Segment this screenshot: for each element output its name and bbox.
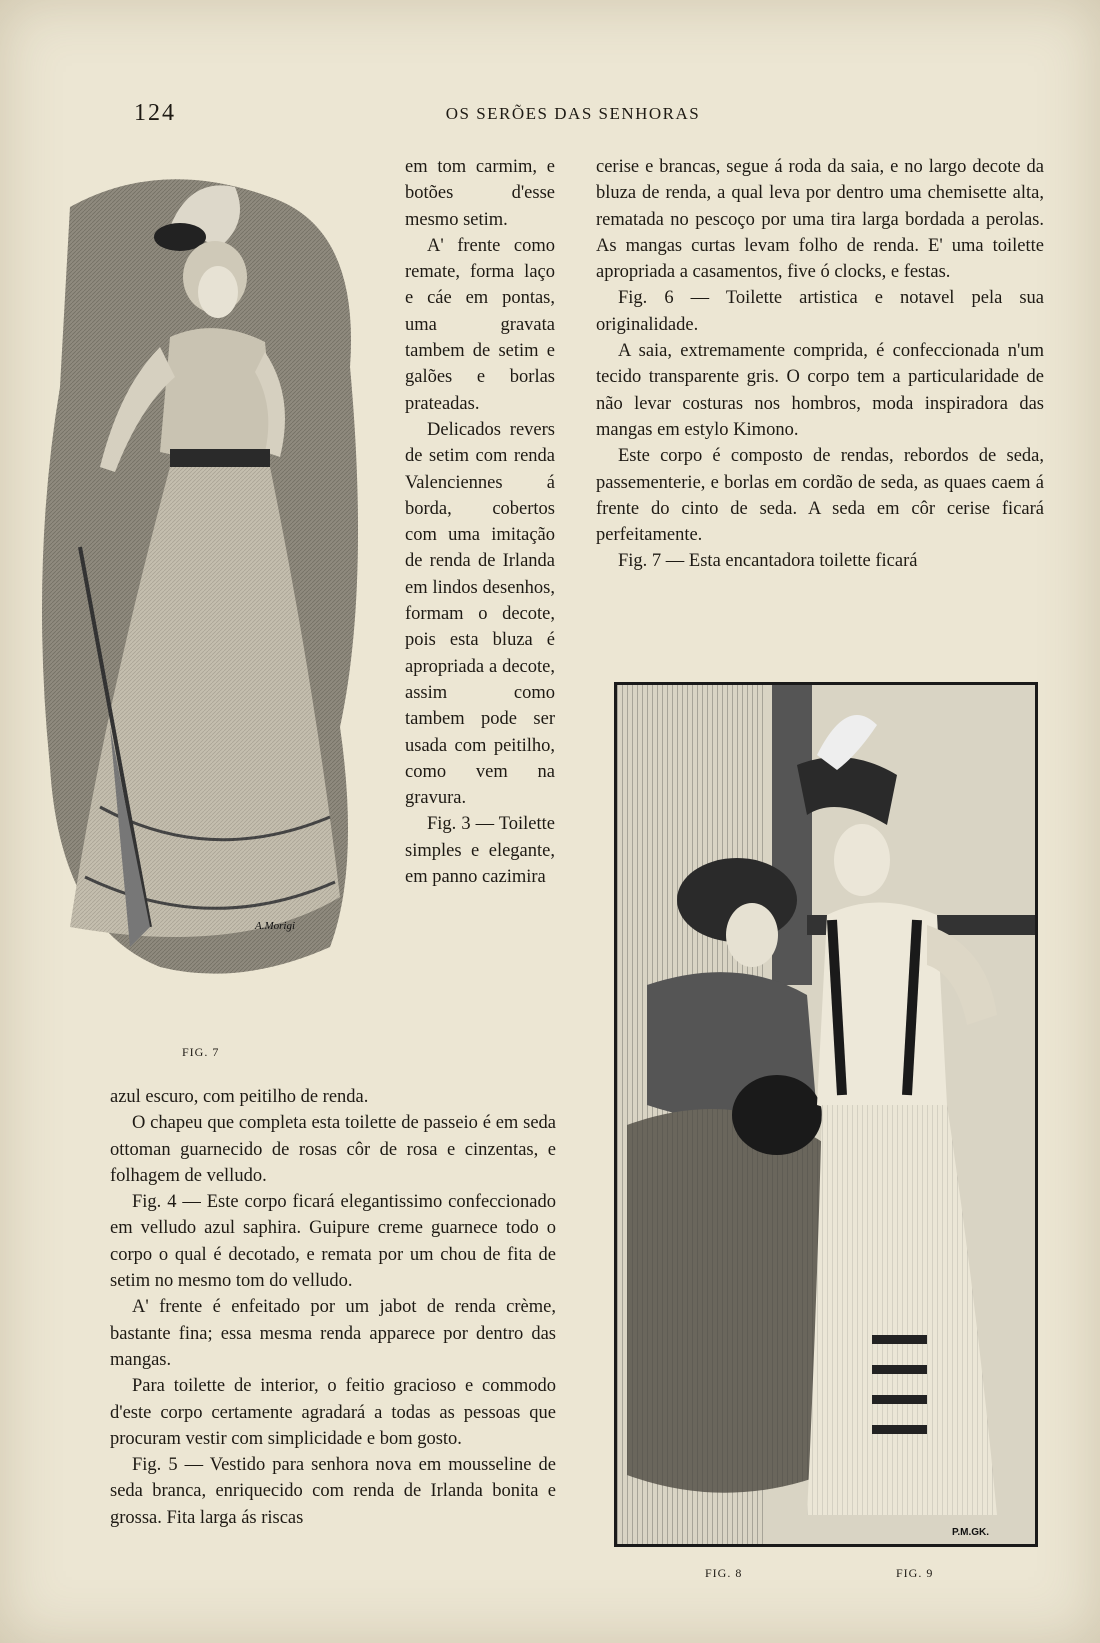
paragraph: Fig. 3 — Toilette simples e elegante, em panno cazimira bbox=[405, 814, 555, 888]
page-number: 124 bbox=[134, 100, 176, 126]
paragraph: Fig. 4 — Este corpo ficará elegantissimo confeccionado em velludo azul saphira. Guipure creme guarnece todo o corpo o qual é decotado, e remata por um chou de fita de setim no mesmo tom do velludo. bbox=[110, 1192, 556, 1292]
running-title: OS SERÕES DAS SENHORAS bbox=[445, 104, 701, 123]
paragraph: A saia, extremamente comprida, é confeccionada n'um tecido transparente gris. O corpo tem a particularidade de não levar costuras nos hombros, moda inspiradora das mangas em estylo Kimono. bbox=[596, 341, 1044, 440]
paragraph: em tom carmim, e botões d'esse mesmo setim. bbox=[405, 157, 555, 230]
fig7-illustration bbox=[40, 167, 370, 1027]
paragraph: cerise e brancas, segue á roda da saia, e no largo decote da bluza de renda, a qual leva por dentro uma chemisette alta, rematada no pescoço por uma tira larga bordada a perolas. As mangas curtas levam folho de renda. E' uma toilette apropriada a casamentos, five ó clocks, e festas. bbox=[596, 157, 1044, 283]
paragraph: Para toilette de interior, o feitio gracioso e commodo d'este corpo certamente agradará a todas as pessoas que procuram vestir com simplicidade e bom gosto. bbox=[110, 1376, 556, 1449]
paragraph: A' frente é enfeitado por um jabot de renda crème, bastante fina; essa mesma renda apparece por dentro das mangas. bbox=[110, 1297, 556, 1370]
paragraph: azul escuro, com peitilho de renda. bbox=[110, 1087, 369, 1107]
fig8-fig9-illustration bbox=[614, 682, 1038, 1547]
paragraph: Delicados revers de setim com renda Valenciennes á borda, cobertos com uma imitação de renda de Irlanda em lindos desenhos, formam o decote, pois esta bluza é apropriada a decote, assim como tambem pode ser usada com peitilho, como vem na gravura. bbox=[405, 419, 555, 809]
fig89-signature: P.M.GK. bbox=[952, 1527, 990, 1538]
paragraph: O chapeu que completa esta toilette de passeio é em seda ottoman guarnecido de rosas côr de rosa e cinzentas, e folhagem de velludo. bbox=[110, 1113, 556, 1186]
paragraph: Fig. 7 — Esta encantadora toilette ficará bbox=[618, 551, 918, 572]
paragraph: Este corpo é composto de rendas, rebordos de seda, passementerie, e borlas em cordão de seda, as quaes caem á frente do cinto de seda. A seda em côr cerise ficará perfeitamente. bbox=[596, 446, 1044, 546]
fig7-caption: FIG. 7 bbox=[182, 1045, 220, 1059]
right-text-column bbox=[596, 154, 1044, 575]
paragraph: A' frente como remate, forma laço e cáe em pontas, uma gravata tambem de setim e galões e borlas prateadas. bbox=[405, 235, 555, 414]
fig7-signature: A.Morigi bbox=[255, 920, 296, 932]
narrow-text-column bbox=[405, 154, 555, 890]
fig9-caption: FIG. 9 bbox=[896, 1566, 934, 1580]
paragraph: Fig. 6 — Toilette artistica e notavel pela sua originalidade. bbox=[596, 288, 1044, 335]
paragraph: Fig. 5 — Vestido para senhora nova em mousseline de seda branca, enriquecido com renda de Irlanda bonita e grossa. Fita larga ás riscas bbox=[110, 1455, 556, 1528]
fig8-caption: FIG. 8 bbox=[705, 1566, 743, 1580]
left-text-column bbox=[110, 1084, 556, 1531]
